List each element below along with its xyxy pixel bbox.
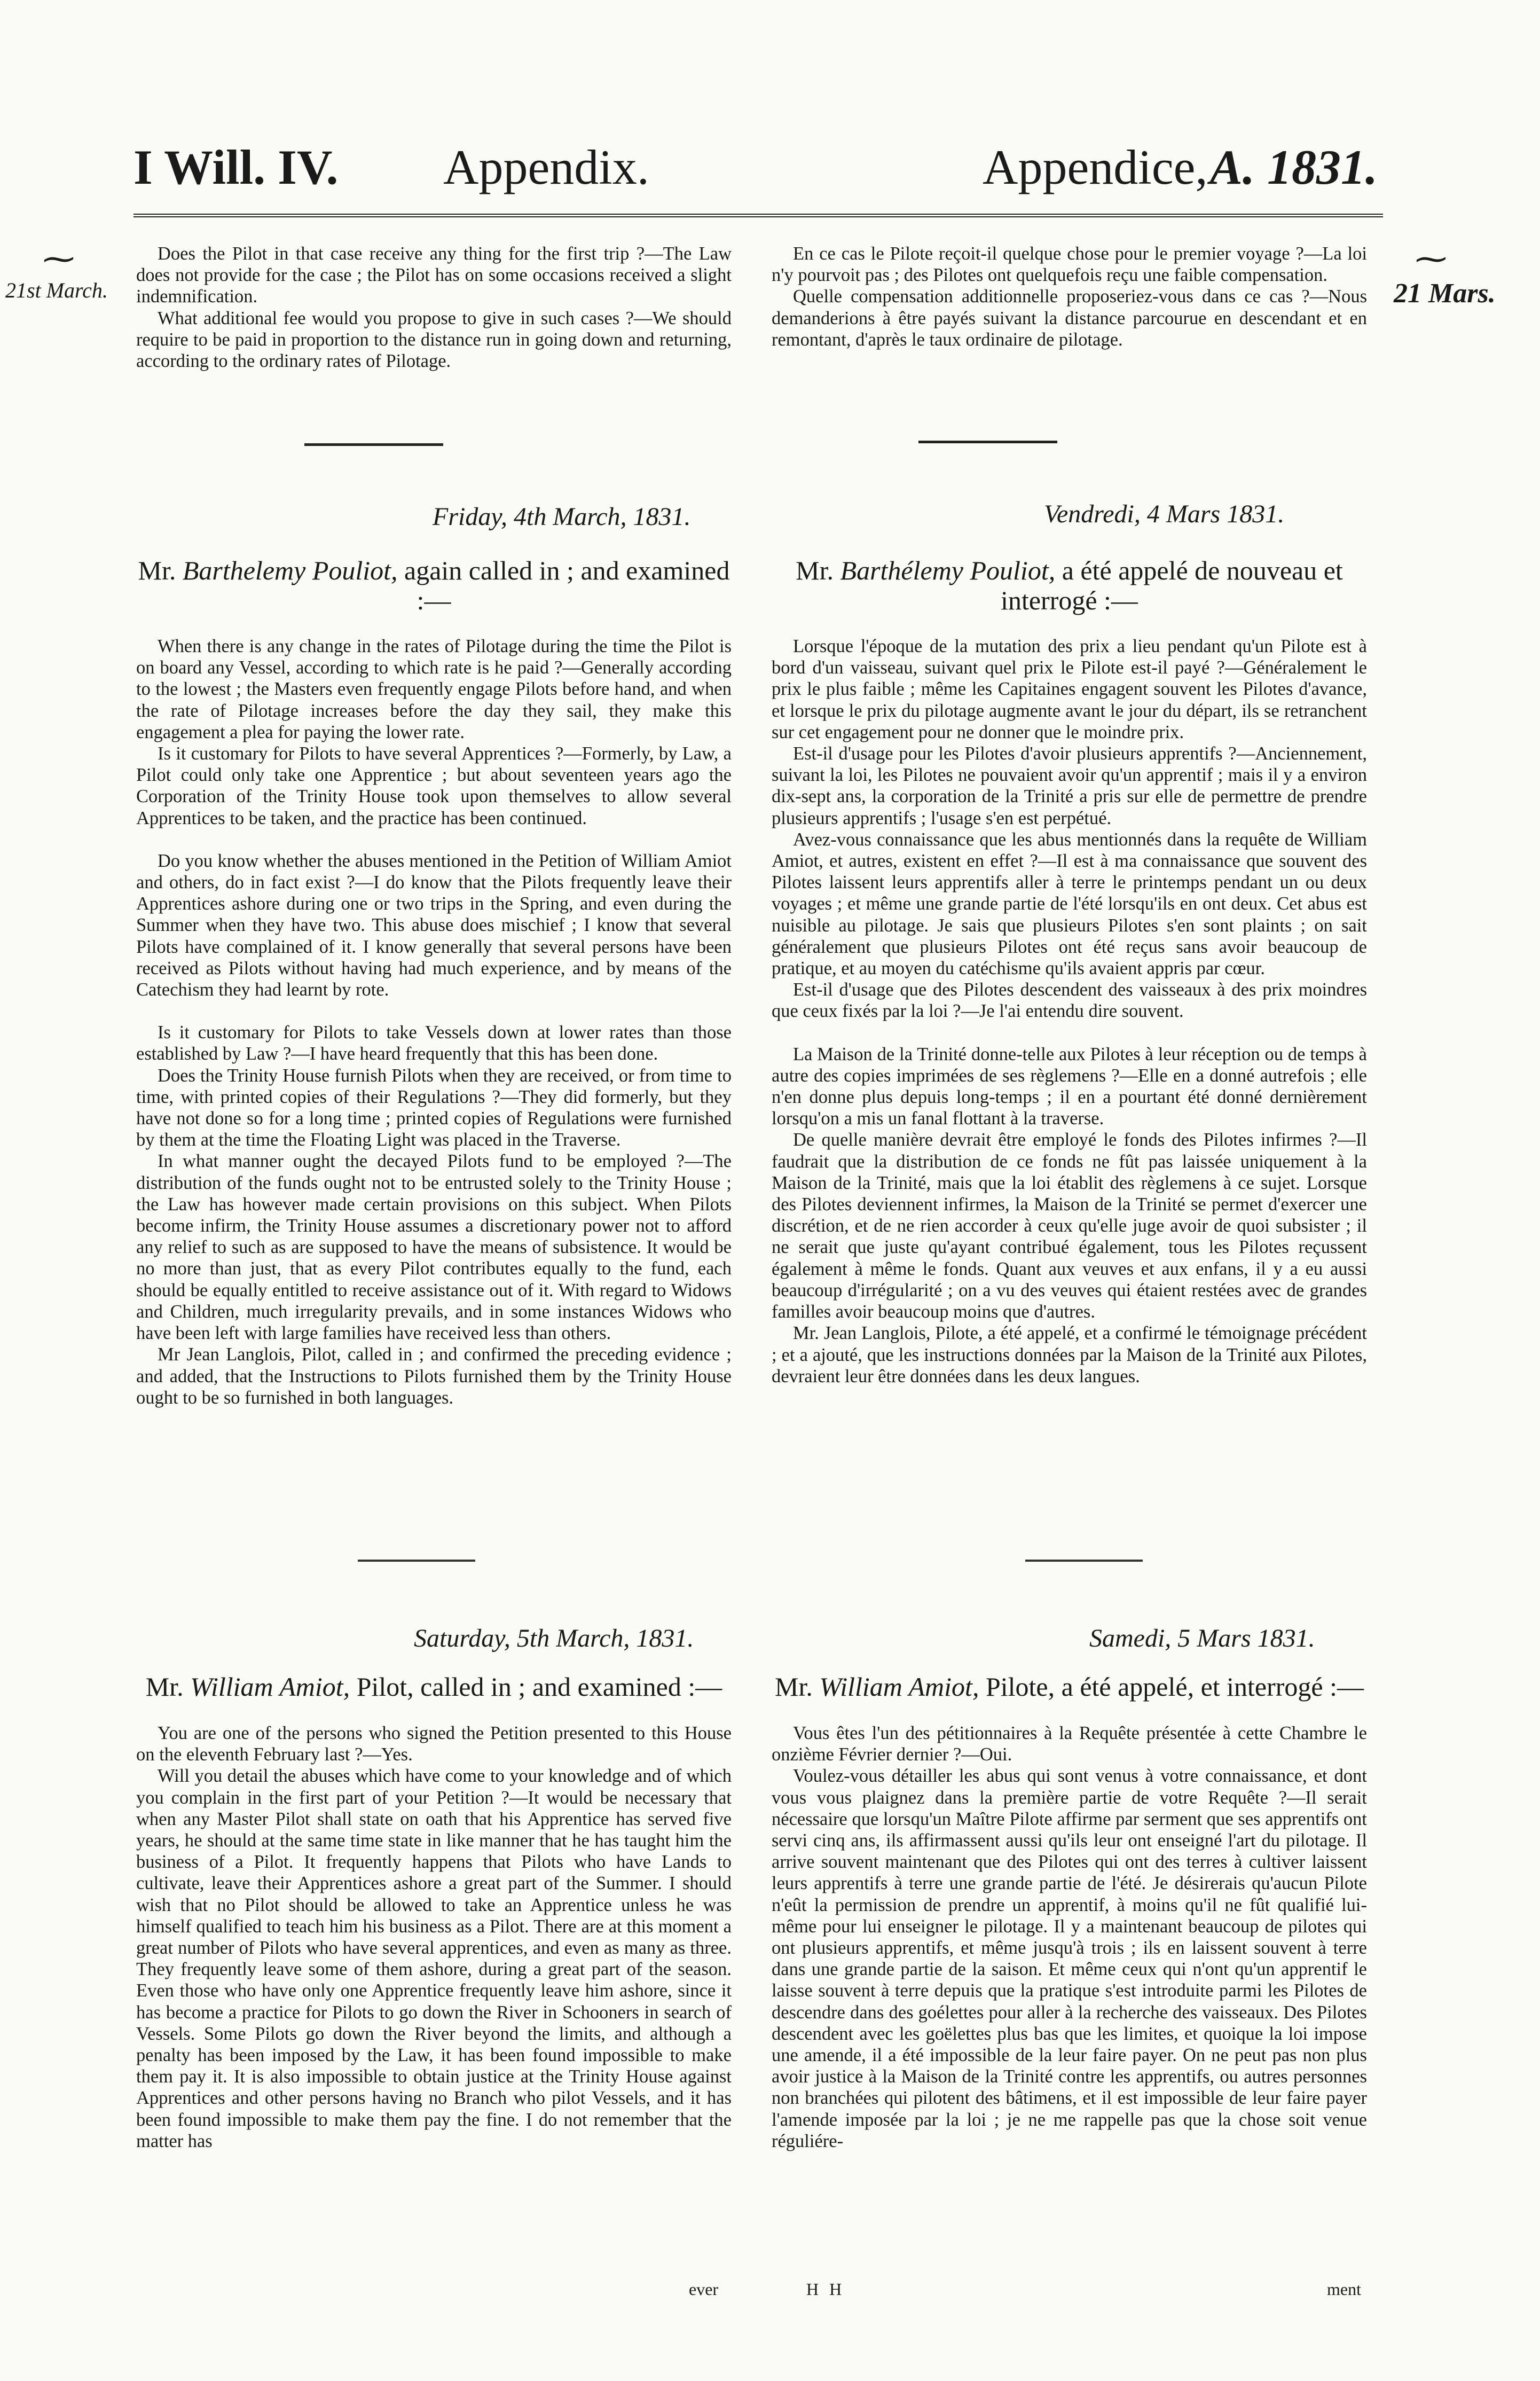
heading-suffix: a été appelé de nouveau et interrogé :— bbox=[1001, 555, 1343, 615]
section-rule bbox=[918, 441, 1057, 443]
witness-heading-fr bbox=[772, 555, 1367, 615]
witness-name: William Amiot, bbox=[190, 1672, 350, 1702]
paragraph: Does the Pilot in that case receive any thing for the first trip ?—The Law does not provide for the case ; the Pilot has on some occasions received a slight indemnification. bbox=[136, 244, 732, 307]
paragraph: De quelle manière devrait être employé le fonds des Pilotes infirmes ?—Il faudrait que la distribution de ce fonds ne fût pas laissée uniquement à la Maison de la Trinité, mais que la loi établit des règlemens à ce sujet. Lorsque des Pilotes deviennent infirmes, la Maison de la Trinité se permet d'exercer une discrétion, et de ne rien accorder à ceux qu'elle juge avoir de quoi subsister ; il ne serait que juste qu'ayant contribué également, tous les Pilotes reçussent également à même le fonds. Quant aux veuves et aux enfans, il y a eu aussi beaucoup d'irrégularité ; on a vu des veuves qui étaient restées avec de grandes familles avoir beaucoup moins que d'autres. bbox=[772, 1130, 1367, 1322]
dateline-en: Friday, 4th March, 1831. bbox=[433, 503, 691, 531]
paragraph: Mr Jean Langlois, Pilot, called in ; and confirmed the preceding evidence ; and added, that the Instructions to Pilots furnished them by the Trinity House ought to be so furnished in both languages. bbox=[136, 1344, 732, 1408]
header-rule bbox=[133, 214, 1383, 217]
paragraph: Does the Trinity House furnish Pilots when they are received, or from time to time, with printed copies of their Regulations ?—They did formerly, but they have not done so for a long time ; printed copies of Regulations were furnished by them at the time the Floating Light was placed in the Traverse. bbox=[136, 1065, 732, 1150]
page-header bbox=[133, 139, 1378, 198]
paragraph: Est-il d'usage pour les Pilotes d'avoir plusieurs apprentifs ?—Anciennement, suivant la loi, les Pilotes ne pouvaient avoir qu'un apprentif ; mais il y a environ dix-sept ans, la corporation de la Trinité a pris sur elle de permettre de prendre plusieurs apprentifs ; l'usage s'en est perpétué. bbox=[772, 743, 1367, 828]
paragraph: La Maison de la Trinité donne-telle aux Pilotes à leur réception ou de temps à autre des copies imprimées de ses règlemens ?—Elle en a donné autrefois ; elle n'en donne plus depuis long-temps ; il en a pourtant été donné dernièrement lorsqu'on a mis un fanal flottant à la traverse. bbox=[772, 1044, 1367, 1129]
heading-prefix: Mr. bbox=[145, 1672, 191, 1702]
witness-heading-fr bbox=[772, 1672, 1367, 1702]
section1-fr-column bbox=[772, 636, 1367, 1387]
paragraph: Lorsque l'époque de la mutation des prix a lieu pendant qu'un Pilote est à bord d'un vaisseau, suivant quel prix le Pilote est-il payé ?—Généralement le prix le plus faible ; même les Capitaines engagent souvent les Pilotes d'avance, et lorsque le prix du pilotage augmente avant le jour du départ, ils se retranchent sur cet engagement pour ne donner que le moindre prix. bbox=[772, 636, 1367, 742]
witness-heading-en bbox=[136, 555, 732, 615]
paragraph: Voulez-vous détailler les abus qui sont venus à votre connaissance, et dont vous vous plaignez dans la première partie de votre Requête ?—Il serait nécessaire que lorsqu'un Maître Pilote affirme par serment que ses apprentifs ont servi cinq ans, ils affirmassent aussi qu'ils leur ont enseigné l'art du pilotage. Il arrive souvent maintenant que des Pilotes qui ont des terres à cultiver laissent leurs apprentifs à terre une grande partie de l'été. Je désirerais qu'aucun Pilote n'eût la permission de prendre un apprentif, à moins qu'il ne fût qualifié lui-même pour lui enseigner le pilotage. Il y a maintenant beaucoup de pilotes qui ont plusieurs apprentifs, et même jusqu'à trois ; ils en laissent souvent à terre dans une grande partie de la saison. Et même ceux qui n'ont qu'un apprentif le laisse souvent à terre depuis que la pratique s'est introduite parmi les Pilotes de descendre dans des goélettes pour aller à la recherche des vaisseaux. Des Pilotes descendent avec les goëlettes plus bas que les limites, et quoique la loi impose une amende, il a été impossible de la leur faire payer. On ne peut pas non plus avoir justice à la Maison de la Trinité contre les apprentifs, ou autres personnes non branchées qui pilotent des bâtimens, et il est impossible de leur faire payer l'amende imposée par la loi ; je ne me rappelle pas que la chose soit venue réguliére- bbox=[772, 1766, 1367, 2151]
paragraph: Will you detail the abuses which have come to your knowledge and of which you complain in the first part of your Petition ?—It would be necessary that when any Master Pilot shall state on oath that his Apprentice has served five years, he should at the same time state in like manner that he has taught him the business of a Pilot. It frequently happens that Pilots who have Lands to cultivate, leave their Apprentices ashore a great part of the Summer. I should wish that no Pilot should be allowed to take an Apprentice unless he was himself qualified to teach him his business as a Pilot. There are at this moment a great number of Pilots who have several apprentices, and even as many as three. They frequently leave some of them ashore, during a great part of the season. Even those who have only one Apprentice frequently leave him ashore, since it has become a practice for Pilots to go down the River in Schooners in search of Vessels. Some Pilots go down the River beyond the limits, and although a penalty has been imposed by the Law, it has been found impossible to make them pay it. It is also impossible to obtain justice at the Trinity House against Apprentices and other persons having no Branch who pilot Vessels, and it has been found impossible to make them pay the fine. I do not remember that the matter has bbox=[136, 1766, 732, 2151]
flourish-ornament-icon: ⁓ bbox=[1415, 241, 1447, 277]
catchword-fr: ment bbox=[1327, 2280, 1361, 2299]
paragraph: Quelle compensation additionnelle proposeriez-vous dans ce cas ?—Nous demanderions à être payés suivant la distance parcourue en descendant et en remontant, d'après le taux ordinaire de pilotage. bbox=[772, 286, 1367, 350]
section-rule bbox=[1025, 1560, 1143, 1562]
section1-en-column bbox=[136, 636, 732, 1408]
margin-date-fr: 21 Mars. bbox=[1394, 278, 1496, 309]
heading-suffix: Pilote, a été appelé, et interrogé :— bbox=[979, 1672, 1364, 1702]
header-year: A. 1831. bbox=[1209, 140, 1378, 194]
dateline-fr: Samedi, 5 Mars 1831. bbox=[1089, 1624, 1315, 1652]
header-appendix-fr: Appendice, bbox=[983, 140, 1208, 194]
intro-fr-column bbox=[772, 243, 1367, 350]
dateline-en: Saturday, 5th March, 1831. bbox=[414, 1624, 694, 1652]
paragraph: Est-il d'usage que des Pilotes descendent des vaisseaux à des prix moindres que ceux fixés par la loi ?—Je l'ai entendu dire souvent. bbox=[772, 980, 1367, 1022]
witness-name: Barthélemy Pouliot, bbox=[840, 555, 1056, 585]
paragraph: In what manner ought the decayed Pilots fund to be employed ?—The distribution of the funds ought not to be entrusted solely to the Trinity House ; the Law has however made certain provisions on this subject. When Pilots become infirm, the Trinity House assumes a discretionary power not to afford any relief to such as are supposed to have the means of subsistence. It would be no more than just, that as every Pilot contributes equally to the fund, each should be equally entitled to receive assistance out of it. With regard to Widows and Children, much irregularity prevails, and in some instances Widows who have been left with large families have received less than others. bbox=[136, 1151, 732, 1344]
header-volume: I Will. IV. bbox=[133, 140, 339, 194]
intro-en-column bbox=[136, 243, 732, 372]
witness-name: William Amiot, bbox=[819, 1672, 979, 1702]
heading-prefix: Mr. bbox=[774, 1672, 820, 1702]
witness-heading-en bbox=[136, 1672, 732, 1702]
section-rule bbox=[304, 443, 443, 446]
heading-suffix: Pilot, called in ; and examined :— bbox=[350, 1672, 722, 1702]
paragraph: When there is any change in the rates of Pilotage during the time the Pilot is on board any Vessel, according to which rate is he paid ?—Generally according to the lowest ; the Masters even frequently engage Pilots before hand, and when the rate of Pilotage increases before the day they sail, they make this engagement a plea for paying the lower rate. bbox=[136, 636, 732, 742]
heading-prefix: Mr. bbox=[138, 555, 183, 585]
paragraph: Avez-vous connaissance que les abus mentionnés dans la requête de William Amiot, et autres, existent en effet ?—Il est à ma connaissance que souvent des Pilotes laissent leurs apprentifs aller à terre le printemps pendant un ou deux voyages ; et même une grande partie de l'été lorsqu'ils en ont deux. Cet abus est nuisible au pilotage. Je sais que plusieurs Pilotes s'en sont plaints ; on sait généralement que plusieurs Pilotes ont été reçus sans avoir beaucoup de pratique, et au moyen du catéchisme qu'ils avaient appris par cœur. bbox=[772, 829, 1367, 979]
paragraph: Is it customary for Pilots to have several Apprentices ?—Formerly, by Law, a Pilot could only take one Apprentice ; but about seventeen years ago the Corporation of the Trinity House took upon themselves to allow several Apprentices to be taken, and the practice has been continued. bbox=[136, 743, 732, 828]
section-rule bbox=[358, 1560, 475, 1562]
heading-prefix: Mr. bbox=[796, 555, 840, 585]
paragraph: En ce cas le Pilote reçoit-il quelque chose pour le premier voyage ?—La loi n'y pourvoit pas ; des Pilotes ont quelquefois reçu une faible compensation. bbox=[772, 244, 1367, 286]
paragraph: You are one of the persons who signed the Petition presented to this House on the eleventh February last ?—Yes. bbox=[136, 1723, 732, 1765]
flourish-ornament-icon: ⁓ bbox=[43, 241, 75, 277]
section2-en-column bbox=[136, 1722, 732, 2152]
paragraph: What additional fee would you propose to give in such cases ?—We should require to be paid in proportion to the distance run in going down and returning, according to the ordinary rates of Pilotage. bbox=[136, 308, 732, 372]
paragraph: Mr. Jean Langlois, Pilote, a été appelé, et a confirmé le témoignage précédent ; et a ajouté, que les instructions données par la Maison de la Trinité aux Pilotes, devraient leur être données dans les deux langues. bbox=[772, 1323, 1367, 1387]
witness-name: Barthelemy Pouliot, bbox=[182, 555, 398, 585]
paragraph: Is it customary for Pilots to take Vessels down at lower rates than those established by Law ?—I have heard frequently that this has been done. bbox=[136, 1022, 732, 1064]
section2-fr-column bbox=[772, 1722, 1367, 2152]
paragraph: Vous êtes l'un des pétitionnaires à la Requête présentée à cette Chambre le onzième Février dernier ?—Oui. bbox=[772, 1723, 1367, 1765]
signature-mark: H H bbox=[806, 2280, 845, 2299]
dateline-fr: Vendredi, 4 Mars 1831. bbox=[1044, 500, 1285, 528]
margin-date-en: 21st March. bbox=[5, 278, 108, 302]
catchword-en: ever bbox=[689, 2280, 719, 2299]
paragraph: Do you know whether the abuses mentioned in the Petition of William Amiot and others, do in fact exist ?—I do know that the Pilots frequently leave their Apprentices ashore during one or two trips in the Spring, and even during the Summer when they have two. This abuse does mischief ; I know that several Pilots have complained of it. I know generally that several persons have been received as Pilots without having had much experience, and by means of the Catechism they had learnt by rote. bbox=[136, 850, 732, 1000]
header-appendix-en: Appendix. bbox=[443, 140, 649, 194]
heading-suffix: again called in ; and examined :— bbox=[397, 555, 730, 615]
